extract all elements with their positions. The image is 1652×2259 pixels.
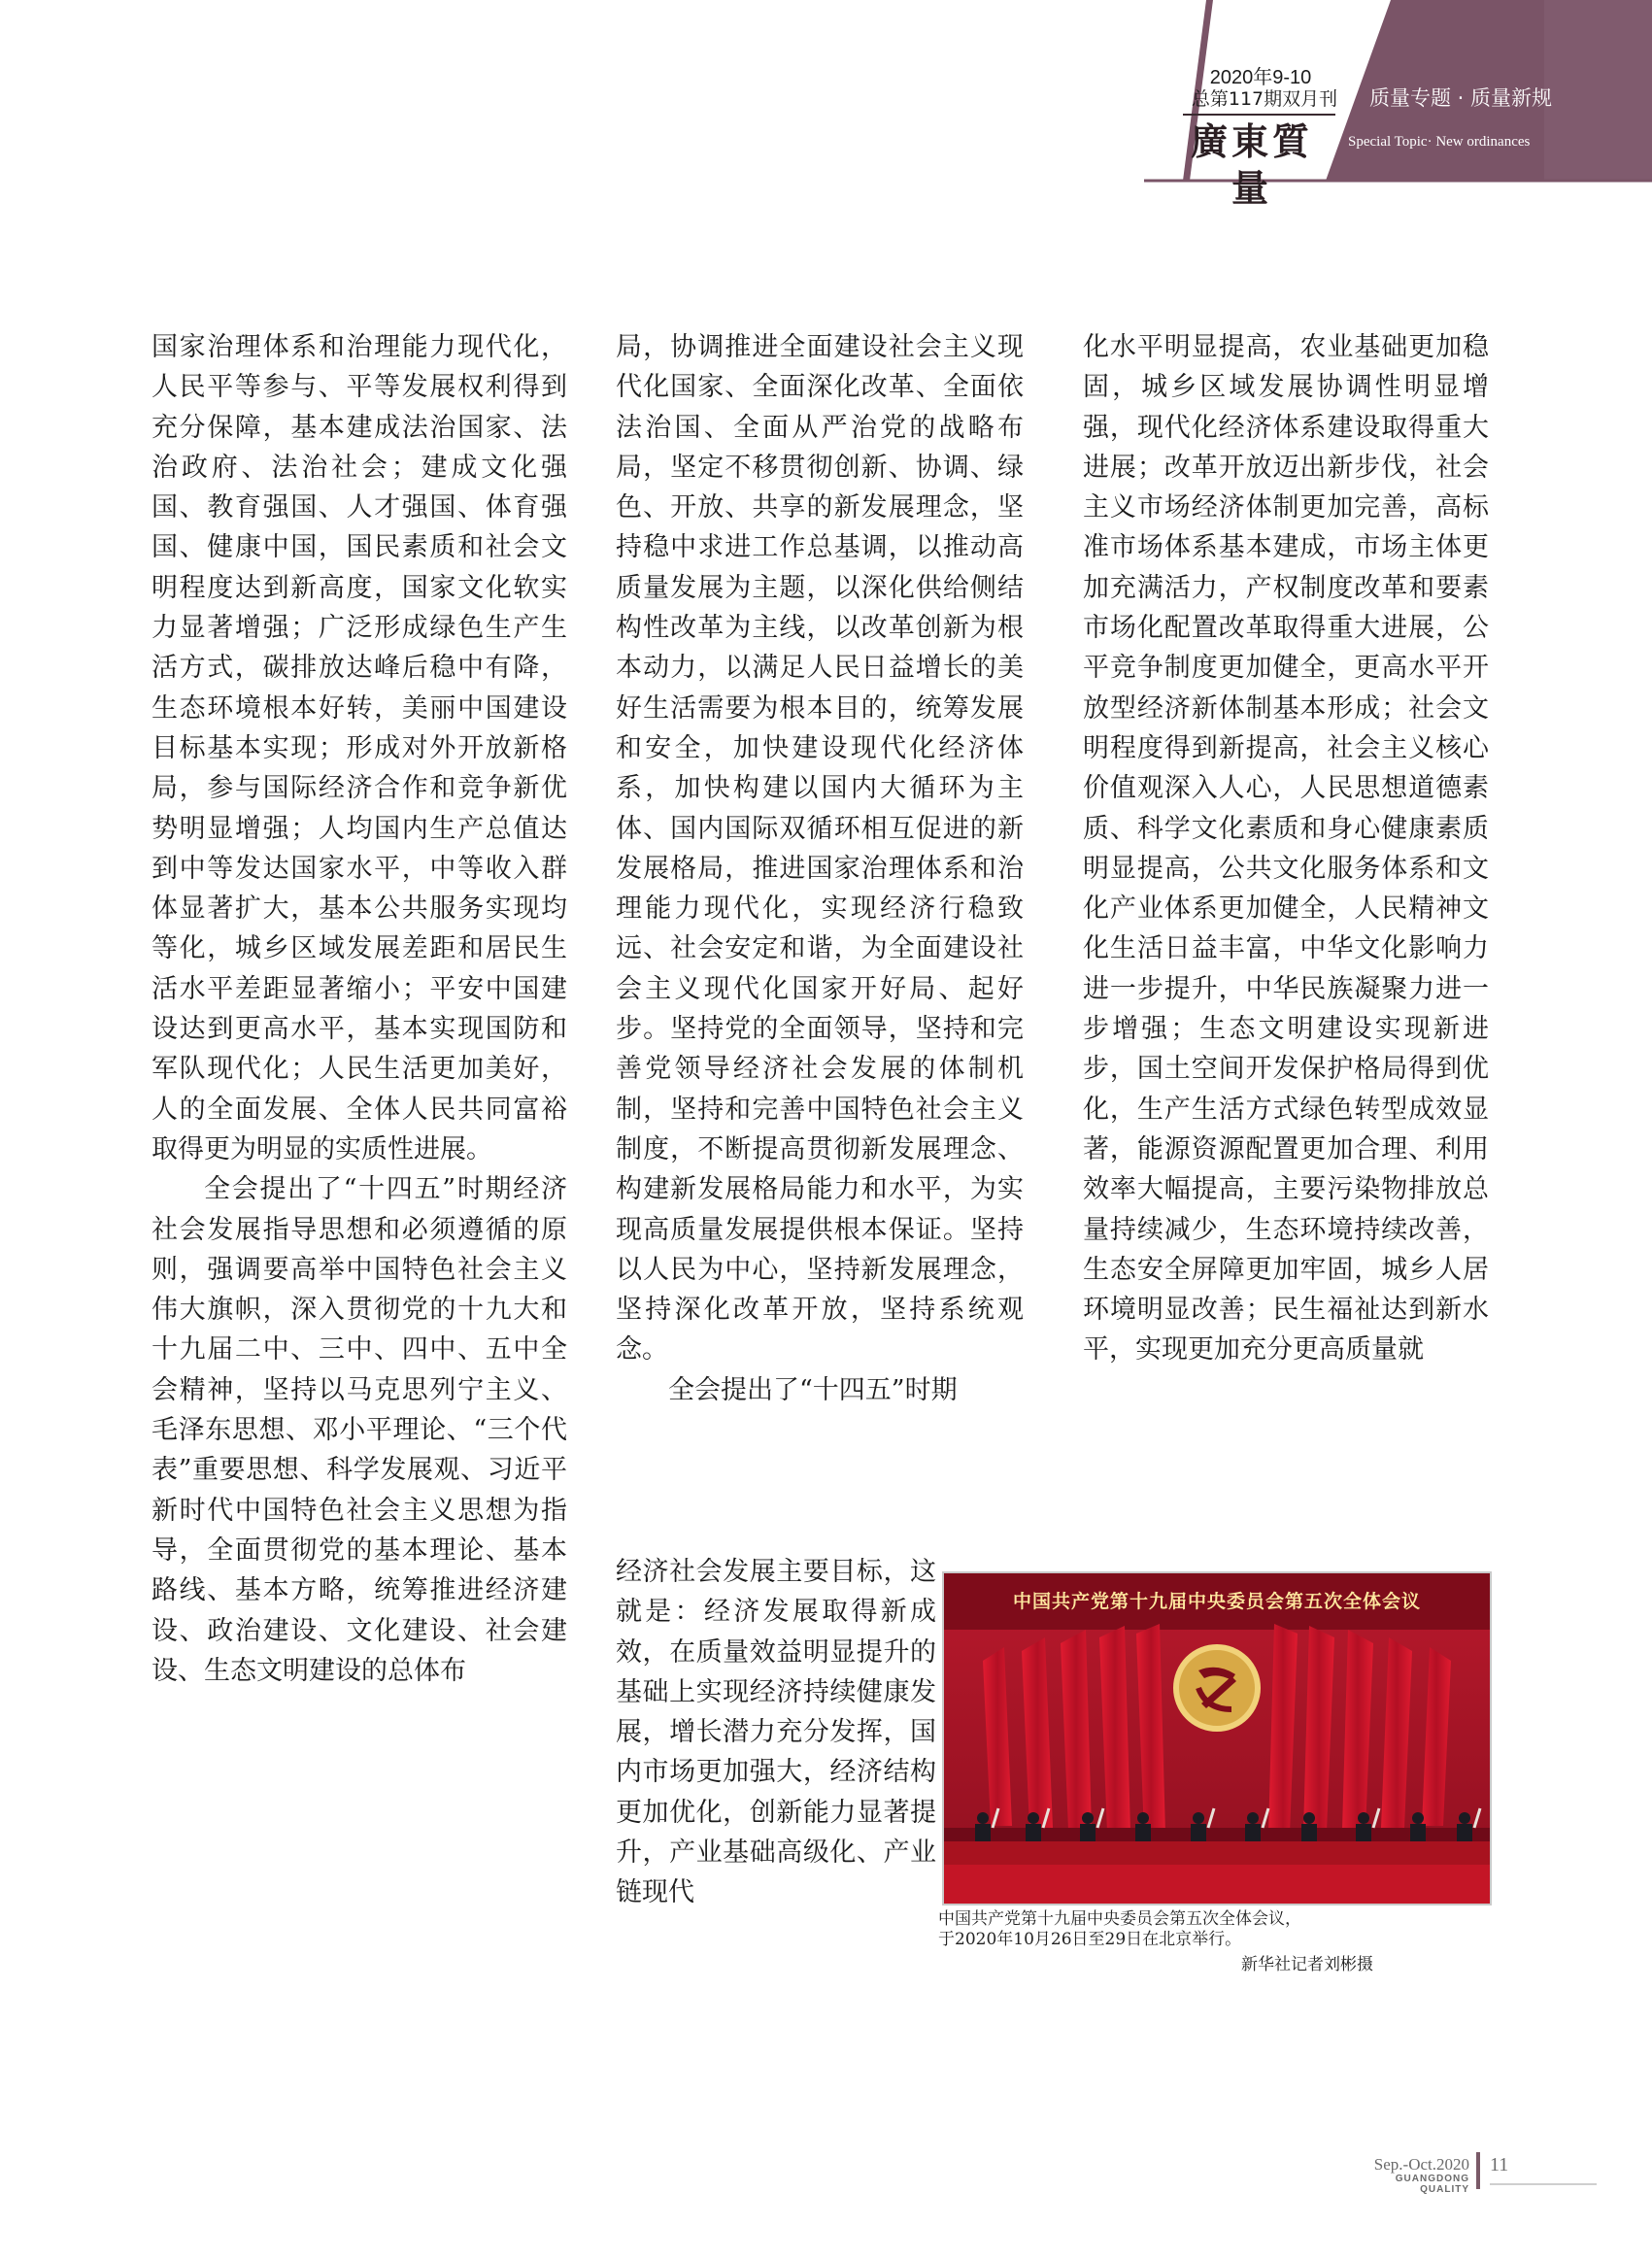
paragraph: 局，协调推进全面建设社会主义现代化国家、全面深化改革、全面依法治国、全面从严治党的战略布局，坚定不移贯彻创新、协调、绿色、开放、共享的新发展理念，坚持稳中求进工作总基调，以推动高质量发展为主题，以深化供给侧结构性改革为主线，以改革创新为根本动力，以满足人民日益增长的美好生活需要为根本目的，统筹发展和安全，加快建设现代化经济体系，加快构建以国内大循环为主体、国内国际双循环相互促进的新发展格局，推进国家治理体系和治理能力现代化，实现经济行稳致远、社会安定和谐，为全面建设社会主义现代化国家开好局、起好步。坚持党的全面领导，坚持和完善党领导经济社会发展的体制机制，坚持和完善中国特色社会主义制度，不断提高贯彻新发展理念、构建新发展格局能力和水平，为实现高质量发展提供根本保证。坚持以人民为中心，坚持新发展理念，坚持深化改革开放，坚持系统观念。 (616, 332, 1024, 1366)
issue-info: 总第117期双月刊 (1191, 88, 1338, 110)
caption-line: 中国共产党第十九届中央委员会第五次全体会议， (938, 1909, 1301, 1929)
section-title: 质量专题 · 质量新规 (1369, 86, 1553, 110)
photo-caption (938, 1909, 1482, 1950)
paragraph: 化水平明显提高，农业基础更加稳固，城乡区域发展协调性明显增强，现代化经济体系建设取得重大进展；改革开放迈出新步伐，社会主义市场经济体制更加完善，高标准市场体系基本建成，市场主体更加充满活力，产权制度改革和要素市场化配置改革取得重大进展，公平竞争制度更加健全，更高水平开放型经济新体制基本形成；社会文明程度得到新提高，社会主义核心价值观深入人心，人民思想道德素质、科学文化素质和身心健康素质明显提高，公共文化服务体系和文化产业体系更加健全，人民精神文化生活日益丰富，中华文化影响力进一步提升，中华民族凝聚力进一步增强；生态文明建设实现新进步，国土空间开发保护格局得到优化，生产生活方式绿色转型成效显著，能源资源配置更加合理、利用效率大幅提高，主要污染物排放总量持续减少，生态环境持续改善，生态安全屏障更加牢固，城乡人居环境明显改善；民生福祉达到新水平，实现更加充分更高质量就 (1083, 332, 1489, 1366)
photo-credit: 新华社记者刘彬摄 (1241, 1955, 1373, 1974)
footer-date: Sep.-Oct.2020 (1373, 2155, 1469, 2174)
page-number: 11 (1490, 2154, 1509, 2175)
paragraph: 全会提出了“十四五”时期 (668, 1374, 958, 1405)
paragraph: 全会提出了“十四五”时期经济社会发展指导思想和必须遵循的原则，强调要高举中国特色社会主义伟大旗帜，深入贯彻党的十九大和十九届二中、三中、四中、五中全会精神，坚持以马克思列宁主义、毛泽东思想、邓小平理论、“三个代表”重要思想、科学发展观、习近平新时代中国特色社会主义思想为指导，全面贯彻党的基本理论、基本路线、基本方略，统筹推进经济建设、政治建设、文化建设、社会建设、生态文明建设的总体布 (152, 1174, 567, 1686)
photo-illustration (944, 1573, 1490, 1904)
article-column-2-wrap (616, 1552, 936, 1913)
magazine-logo: 廣東質量 (1190, 119, 1313, 210)
footer-magazine-name: GUANGDONG QUALITY (1395, 2174, 1469, 2195)
caption-line: 于2020年10月26日至29日在北京举行。 (938, 1930, 1242, 1949)
footer-divider (1476, 2152, 1480, 2189)
article-column-2 (616, 327, 1024, 1410)
article-column-1 (152, 327, 567, 1691)
plenary-session-photo (942, 1571, 1492, 1905)
footer-rule (1490, 2183, 1597, 2185)
article-column-3 (1083, 327, 1489, 1370)
photo-banner-text: 中国共产党第十九届中央委员会第五次全体会议 (1012, 1591, 1421, 1612)
paragraph-continued: 经济社会发展主要目标，这就是：经济发展取得新成效，在质量效益明显提升的基础上实现经济持续健康发展，增长潜力充分发挥，国内市场更加强大，经济结构更加优化，创新能力显著提升，产业基础高级化、产业链现代 (616, 1557, 936, 1908)
paragraph: 国家治理体系和治理能力现代化，人民平等参与、平等发展权利得到充分保障，基本建成法治国家、法治政府、法治社会；建成文化强国、教育强国、人才强国、体育强国、健康中国，国民素质和社会文明程度达到新高度，国家文化软实力显著增强；广泛形成绿色生产生活方式，碳排放达峰后稳中有降，生态环境根本好转，美丽中国建设目标基本实现；形成对外开放新格局，参与国际经济合作和竞争新优势明显增强；人均国内生产总值达到中等发达国家水平，中等收入群体显著扩大，基本公共服务实现均等化，城乡区域发展差距和居民生活水平差距显著缩小；平安中国建设达到更高水平，基本实现国防和军队现代化；人民生活更加美好，人的全面发展、全体人民共同富裕取得更为明显的实质性进展。 (152, 332, 567, 1164)
issue-date: 2020年9-10 (1209, 67, 1312, 88)
section-title-english: Special Topic· New ordinances (1348, 134, 1531, 150)
